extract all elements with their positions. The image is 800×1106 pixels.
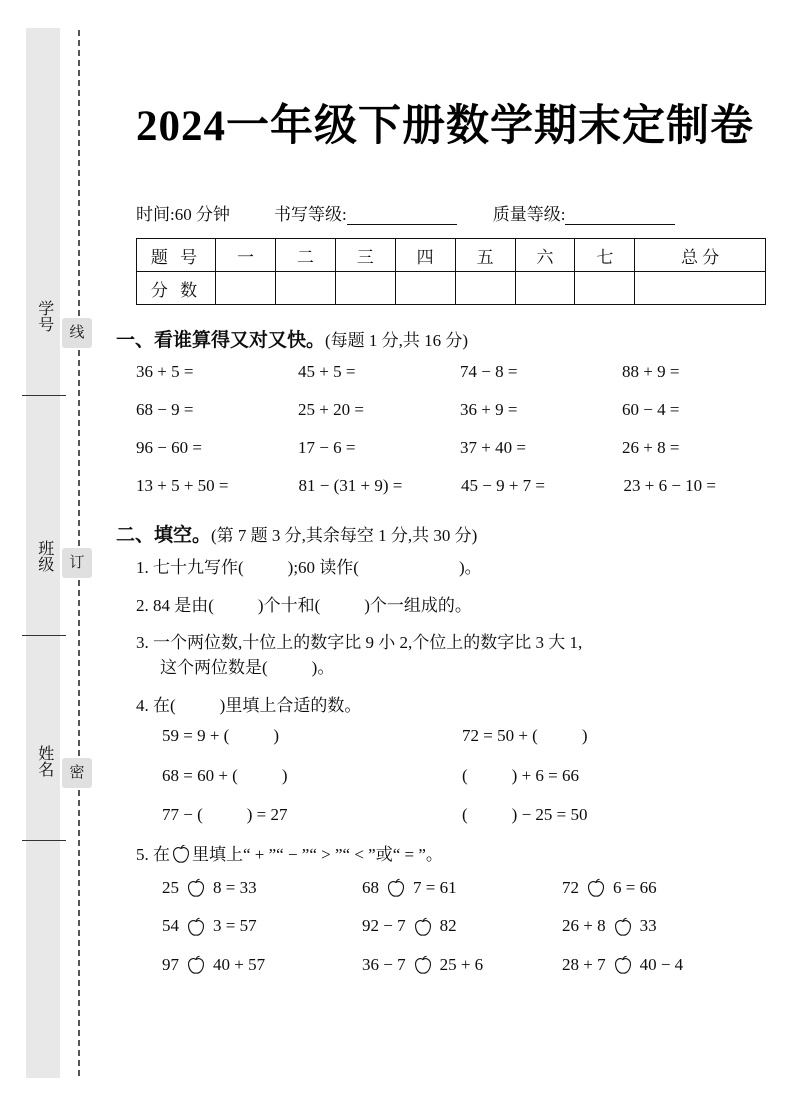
score-cell-1[interactable] xyxy=(216,272,276,305)
apple-row xyxy=(162,914,786,939)
apple-item[interactable]: 25 8 = 33 xyxy=(162,876,362,901)
side-badge-mi: 密 xyxy=(62,758,92,788)
score-cell-4[interactable] xyxy=(395,272,455,305)
calc-item[interactable]: 37 + 40 = xyxy=(460,438,526,457)
apple-item[interactable]: 54 3 = 57 xyxy=(162,914,362,939)
equation[interactable]: ( ) − 25 = 50 xyxy=(462,805,588,825)
fill-item-1-text-c: )。 xyxy=(458,558,482,577)
equation[interactable]: 77 − ( ) = 27 xyxy=(162,805,288,825)
score-table-col-4: 四 xyxy=(395,239,455,272)
score-table-col-2: 二 xyxy=(275,239,335,272)
quality-grade-blank[interactable] xyxy=(565,209,675,225)
score-cell-3[interactable] xyxy=(335,272,395,305)
side-label-xingming: 姓名 xyxy=(35,745,53,777)
equation[interactable]: ( ) + 6 = 66 xyxy=(462,765,580,785)
score-cell-5[interactable] xyxy=(455,272,515,305)
fill-item-2-text-a: 84 是由( xyxy=(153,595,214,615)
fill-item-3-line2-a: 这个两位数是( xyxy=(160,657,268,677)
section-2-items xyxy=(136,556,786,992)
side-rule-3 xyxy=(22,840,66,841)
meta-row xyxy=(136,200,776,225)
apple-item[interactable]: 28 + 7 40 − 4 xyxy=(562,953,762,978)
equation[interactable]: 72 = 50 + ( ) xyxy=(462,726,588,746)
fill-item-3 xyxy=(136,631,786,680)
fill-item-4-equations xyxy=(136,724,786,828)
fill-item-4 xyxy=(136,694,786,829)
fill-item-5-apple-rows xyxy=(136,876,786,978)
calc-row xyxy=(136,438,786,458)
fill-item-3-line2-b: )。 xyxy=(311,657,335,677)
equation-row xyxy=(162,764,786,789)
fill-item-1 xyxy=(136,556,786,581)
equation-row xyxy=(162,803,786,828)
side-rule-2 xyxy=(22,635,66,636)
score-table-col-6: 六 xyxy=(515,239,575,272)
calc-row xyxy=(136,362,786,382)
table-row xyxy=(137,272,766,305)
apple-icon[interactable] xyxy=(612,953,634,977)
side-label-banji: 班级 xyxy=(35,540,53,572)
fill-item-5-text-a: 在 xyxy=(153,845,170,865)
apple-item[interactable]: 97 40 + 57 xyxy=(162,953,362,978)
apple-row xyxy=(162,953,786,978)
apple-icon[interactable] xyxy=(412,953,434,977)
apple-icon[interactable] xyxy=(185,876,207,900)
calc-item[interactable]: 88 + 9 = xyxy=(622,362,680,381)
score-table xyxy=(136,238,766,305)
apple-item[interactable]: 68 7 = 61 xyxy=(362,876,562,901)
fill-item-3-line2 xyxy=(160,656,786,681)
apple-icon xyxy=(170,843,192,865)
calc-item[interactable]: 36 + 5 = xyxy=(136,362,194,381)
exam-page xyxy=(100,0,790,1106)
calc-item[interactable]: 68 − 9 = xyxy=(136,400,194,419)
score-table-row-head-2: 分 数 xyxy=(137,272,216,305)
score-cell-2[interactable] xyxy=(275,272,335,305)
side-label-xuehao: 学号 xyxy=(35,300,53,332)
apple-icon[interactable] xyxy=(185,915,207,939)
section-2-heading: 二、填空。(第 7 题 3 分,其余每空 1 分,共 30 分) xyxy=(116,525,478,546)
calc-item[interactable]: 13 + 5 + 50 = xyxy=(136,476,229,495)
calc-item[interactable]: 45 − 9 + 7 = xyxy=(461,476,546,495)
calc-item[interactable]: 23 + 6 − 10 = xyxy=(623,476,717,495)
score-table-col-total: 总 分 xyxy=(635,239,766,272)
apple-item[interactable]: 72 6 = 66 xyxy=(562,876,762,901)
calc-item[interactable]: 25 + 20 = xyxy=(298,400,364,419)
side-rule-1 xyxy=(22,395,66,396)
equation-row xyxy=(162,724,786,749)
apple-item[interactable]: 92 − 7 82 xyxy=(362,914,562,939)
apple-row xyxy=(162,876,786,901)
calc-item[interactable]: 96 − 60 = xyxy=(136,438,202,457)
fill-item-5 xyxy=(136,843,786,978)
equation[interactable]: 68 = 60 + ( ) xyxy=(162,765,288,785)
fill-item-1-text-a: 七十九写作( xyxy=(153,558,244,577)
apple-icon[interactable] xyxy=(412,915,434,939)
quality-grade-label: 质量等级: xyxy=(492,205,566,224)
fill-item-3-line1: 一个两位数,十位上的数字比 9 小 2,个位上的数字比 3 大 1, xyxy=(153,633,583,653)
apple-icon[interactable] xyxy=(385,876,407,900)
section-1-heading: 一、看谁算得又对又快。(每题 1 分,共 16 分) xyxy=(116,330,469,351)
fill-item-2-no: 2. xyxy=(136,595,149,615)
side-badge-ding: 订 xyxy=(62,548,92,578)
calc-row xyxy=(136,400,786,420)
side-badge-xian: 线 xyxy=(62,318,92,348)
score-cell-7[interactable] xyxy=(575,272,635,305)
score-table-col-5: 五 xyxy=(455,239,515,272)
apple-icon[interactable] xyxy=(585,876,607,900)
fill-item-5-no: 5. xyxy=(136,845,149,865)
equation[interactable]: 59 = 9 + ( ) xyxy=(162,726,280,746)
page-title: 2024一年级下册数学期末定制卷 xyxy=(136,103,754,150)
calc-row xyxy=(136,476,786,496)
section-1-note: (每题 1 分,共 16 分) xyxy=(325,331,469,350)
calc-item[interactable]: 45 + 5 = xyxy=(298,362,356,381)
fill-item-2-text-c: )个一组成的。 xyxy=(364,595,472,615)
writing-grade-blank[interactable] xyxy=(347,209,457,225)
score-cell-6[interactable] xyxy=(515,272,575,305)
section-1-problems xyxy=(136,362,786,514)
fill-item-4-no: 4. xyxy=(136,695,149,715)
exam-time: 时间:60 分钟 xyxy=(136,205,230,224)
table-row xyxy=(137,239,766,272)
calc-item[interactable]: 17 − 6 = xyxy=(298,438,356,457)
calc-item[interactable]: 36 + 9 = xyxy=(460,400,518,419)
apple-item[interactable]: 36 − 7 25 + 6 xyxy=(362,953,562,978)
calc-item[interactable]: 81 − (31 + 9) = xyxy=(298,476,403,495)
fill-item-2-text-b: )个十和( xyxy=(257,595,321,615)
calc-item[interactable]: 26 + 8 = xyxy=(622,438,680,457)
calc-item[interactable]: 60 − 4 = xyxy=(622,400,680,419)
calc-item[interactable]: 74 − 8 = xyxy=(460,362,518,381)
fill-item-2 xyxy=(136,594,786,619)
fill-item-4-text-a: 在( xyxy=(153,695,176,715)
fill-item-3-no: 3. xyxy=(136,633,149,653)
score-table-col-3: 三 xyxy=(335,239,395,272)
score-table-col-7: 七 xyxy=(575,239,635,272)
fill-item-1-text-b: );60 读作( xyxy=(287,558,359,577)
apple-icon[interactable] xyxy=(185,953,207,977)
score-cell-total[interactable] xyxy=(635,272,766,305)
fill-item-4-text-b: )里填上合适的数。 xyxy=(219,695,362,715)
writing-grade-label: 书写等级: xyxy=(273,205,347,224)
apple-item[interactable]: 26 + 8 33 xyxy=(562,914,762,939)
score-table-row-head-1: 题 号 xyxy=(137,239,216,272)
apple-icon[interactable] xyxy=(612,915,634,939)
section-2-note: (第 7 题 3 分,其余每空 1 分,共 30 分) xyxy=(211,526,478,545)
score-table-col-1: 一 xyxy=(216,239,276,272)
fill-item-1-no: 1. xyxy=(136,558,149,577)
fill-item-5-text-b: 里填上“ + ”“ − ”“ > ”“ < ”或“ = ”。 xyxy=(192,845,443,865)
